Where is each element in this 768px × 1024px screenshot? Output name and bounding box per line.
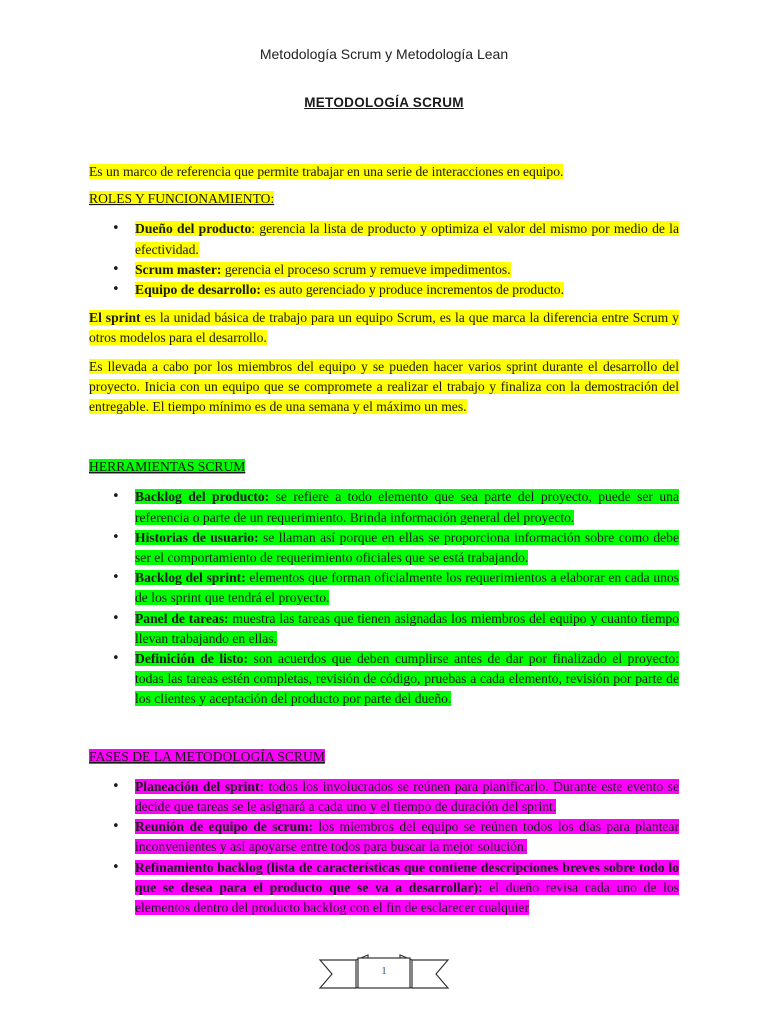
item-text: gerencia el proceso scrum y remueve impedimentos.: [221, 261, 511, 277]
list-item: [89, 777, 679, 817]
tools-heading-text: HERRAMIENTAS SCRUM: [89, 459, 246, 475]
item-text: se refiere a todo elemento que sea parte del proyecto, puede ser una referencia o parte de un requerimiento. Brinda información general del proyecto.: [135, 489, 679, 525]
item-text: el dueño revisa cada uno de los elementos dentro del producto backlog con el fin de esclarecer cualquier: [135, 879, 680, 916]
list-item: [89, 528, 679, 568]
phases-list: [89, 777, 679, 918]
list-item: [89, 487, 679, 527]
list-item: [89, 609, 679, 649]
sprint-term: El sprint: [89, 310, 141, 326]
item-term: Reunión de equipo de scrum:: [135, 819, 313, 835]
page-number-banner: [318, 954, 450, 994]
team-paragraph-text: Es llevada a cabo por los miembros del equipo y se pueden hacer varios sprint durante el desarrollo del proyecto. Inicia con un equipo que se compromete a realizar el trabajo y finaliza con la demostración del entregable. El tiempo mínimo es de una semana y el máximo un mes.: [89, 358, 679, 415]
intro-paragraph: [89, 162, 679, 182]
item-term: Refinamiento backlog (lista de características que contiene descripciones breves sobre todo lo que se desea para el producto que se va a desarrollar):: [135, 859, 679, 895]
item-text: todos los involucrados se reúnen para planificarlo. Durante este evento se decide que tareas se le asignará a cada uno y el tiempo de duración del sprint.: [135, 778, 679, 815]
item-term: Panel de tareas:: [135, 610, 229, 626]
list-item: [89, 858, 679, 919]
page-number: 1: [381, 965, 387, 977]
phases-heading: [89, 747, 679, 767]
roles-heading: [89, 189, 679, 209]
list-item: [89, 649, 679, 710]
intro-text: Es un marco de referencia que permite trabajar en una serie de interacciones en equipo.: [89, 164, 564, 179]
item-term: Backlog del sprint:: [135, 570, 246, 586]
roles-heading-text: ROLES Y FUNCIONAMIENTO:: [89, 191, 275, 207]
item-term: Scrum master:: [135, 261, 222, 277]
list-item: [89, 260, 679, 280]
item-text: : gerencia la lista de producto y optimiza el valor del mismo por medio de la efectividad.: [135, 221, 679, 257]
item-term: Planeación del sprint:: [135, 778, 265, 794]
item-text: elementos que forman oficialmente los requerimientos a elaborar en cada unos de los sprint que tendrá el proyecto.: [135, 570, 679, 606]
page-title: METODOLOGÍA SCRUM: [304, 95, 464, 110]
item-term: Definición de listo:: [135, 651, 249, 667]
item-term: Equipo de desarrollo:: [135, 282, 261, 298]
item-term: Backlog del producto:: [135, 489, 270, 505]
item-term: Dueño del producto: [135, 221, 252, 237]
item-term: Historias de usuario:: [135, 529, 259, 545]
list-item: [89, 568, 679, 608]
tools-list: [89, 487, 679, 709]
roles-list: [89, 219, 679, 300]
running-header: Metodología Scrum y Metodología Lean: [259, 46, 509, 62]
list-item: [89, 280, 679, 300]
list-item: [89, 219, 679, 259]
tools-heading: [89, 457, 679, 477]
list-item: [89, 817, 679, 857]
item-text: es auto gerenciado y produce incrementos de producto.: [260, 282, 564, 298]
item-text: se llaman así porque en ellas se proporciona información sobre como debe ser el comportamiento de requerimiento oficiales que se está trabajando.: [135, 529, 679, 566]
item-text: son acuerdos que deben cumplirse antes de dar por finalizado el proyecto: todas las tareas estén completas, revisión de código, pruebas a cada elemento, revisión por parte de los clientes y aceptación del producto por parte del dueño.: [135, 651, 679, 707]
item-text: los miembros del equipo se reúnen todos los días para plantear inconvenientes y así apoyarse entre todos para buscar la mejor solución.: [135, 819, 679, 855]
document-body: [89, 162, 679, 918]
team-paragraph: [89, 357, 679, 418]
item-text: muestra las tareas que tienen asignadas los miembros del equipo y cuanto tiempo llevan trabajando en ellas.: [135, 610, 679, 646]
sprint-text: es la unidad básica de trabajo para un equipo Scrum, es la que marca la diferencia entre Scrum y otros modelos para el desarrollo.: [89, 310, 679, 346]
phases-heading-text: FASES DE LA METODOLOGÍA SCRUM: [89, 748, 325, 764]
sprint-paragraph: [89, 308, 679, 348]
